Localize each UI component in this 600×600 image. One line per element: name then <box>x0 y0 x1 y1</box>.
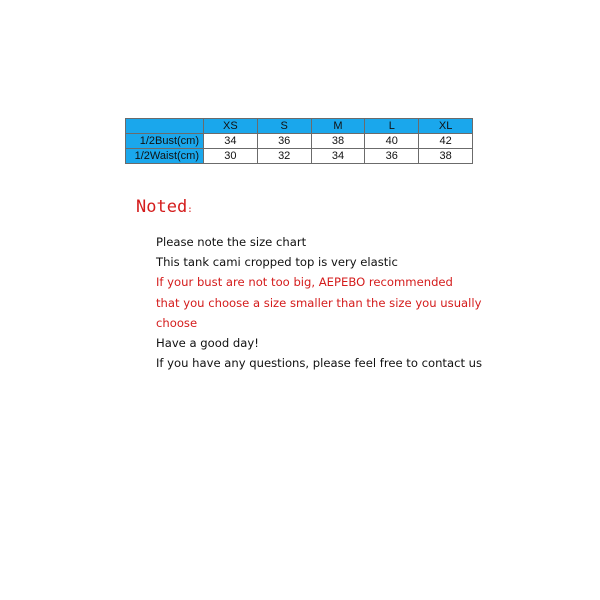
bust-xl: 42 <box>419 134 473 149</box>
bust-row <box>126 134 473 149</box>
waist-l: 36 <box>365 149 419 164</box>
bust-s: 36 <box>257 134 311 149</box>
waist-s: 32 <box>257 149 311 164</box>
size-header-xs: XS <box>204 119 258 134</box>
noted-title: Noted <box>136 197 188 217</box>
noted-heading <box>136 197 193 217</box>
notes-list <box>156 232 482 373</box>
waist-row <box>126 149 473 164</box>
size-chart-table <box>125 118 473 164</box>
note-line: Have a good day! <box>156 335 259 350</box>
note-line-recommendation: that you choose a size smaller than the size you usually <box>156 295 482 310</box>
bust-row-label: 1/2Bust(cm) <box>126 134 204 149</box>
note-line: If you have any questions, please feel free to contact us <box>156 356 483 371</box>
size-header-xl: XL <box>419 119 473 134</box>
note-line-recommendation: If your bust are not too big, AEPEBO recommended <box>156 275 453 290</box>
waist-xl: 38 <box>419 149 473 164</box>
note-line: Please note the size chart <box>156 235 307 249</box>
size-header-m: M <box>311 119 365 134</box>
note-line: This tank cami cropped top is very elastic <box>156 255 398 270</box>
size-header-row <box>126 119 473 134</box>
noted-colon: : <box>187 205 193 215</box>
waist-row-label: 1/2Waist(cm) <box>126 149 204 164</box>
waist-xs: 30 <box>204 149 258 164</box>
bust-m: 38 <box>311 134 365 149</box>
note-line-recommendation: choose <box>156 315 198 330</box>
size-header-s: S <box>257 119 311 134</box>
size-header-l: L <box>365 119 419 134</box>
corner-cell <box>126 119 204 134</box>
bust-l: 40 <box>365 134 419 149</box>
waist-m: 34 <box>311 149 365 164</box>
bust-xs: 34 <box>204 134 258 149</box>
